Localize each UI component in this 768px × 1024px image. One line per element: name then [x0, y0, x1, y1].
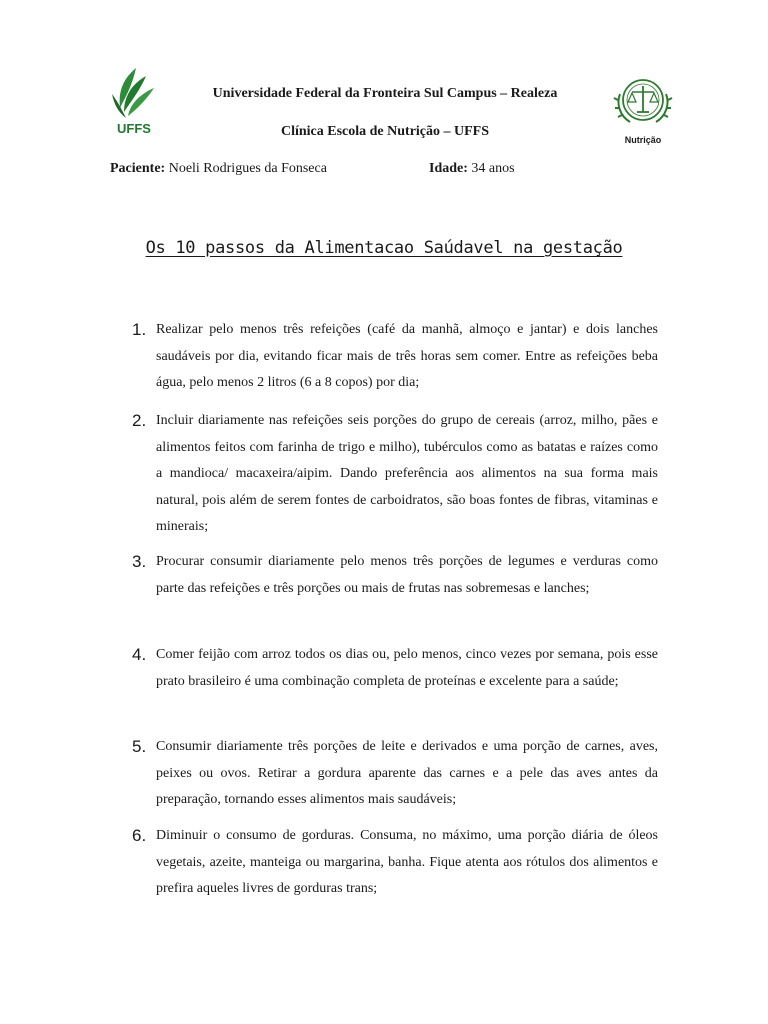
- step-text: Realizar pelo menos três refeições (café da manhã, almoço e jantar) e dois lanches saudáveis por dia, evitando ficar mais de três horas sem comer. Entre as refeições beba água, pelo menos 2 litros (6 a 8 copos) por dia;: [156, 322, 658, 390]
- step-number: 4.: [132, 645, 147, 664]
- step-text: Incluir diariamente nas refeições seis porções do grupo de cereais (arroz, milho, pães e alimentos feitos com farinha de trigo e milho), tubérculos como as batatas e raízes como a mandioca/ macaxeira/aipim. Dando preferência aos alimentos na sua forma mais natural, pois além de serem fontes de carboidratos, são boas fontes de fibras, vitaminas e minerais;: [156, 413, 658, 534]
- list-item: [132, 320, 658, 397]
- nutricao-logo-text: Nutrição: [624, 135, 662, 145]
- list-item: [132, 737, 658, 814]
- document-title: Os 10 passos da Alimentacao Saúdavel na gestação: [145, 238, 623, 258]
- step-number: 5.: [132, 737, 147, 756]
- step-number: 2.: [132, 411, 147, 430]
- list-item: [132, 411, 658, 541]
- step-text: Procurar consumir diariamente pelo menos três porções de legumes e verduras como parte das refeições e três porções ou mais de frutas nas sobremesas e lanches;: [156, 554, 658, 596]
- patient-age: 34 anos: [471, 161, 515, 176]
- age-line: [429, 161, 515, 177]
- step-text: Consumir diariamente três porções de leite e derivados e uma porção de carnes, aves, peixes ou ovos. Retirar a gordura aparente das carnes e a pele das aves antes da preparação, tornando esses alimentos mais saudáveis;: [156, 739, 658, 807]
- patient-name: Noeli Rodrigues da Fonseca: [168, 161, 327, 176]
- list-item: [132, 645, 658, 695]
- patient-label: Paciente:: [110, 161, 166, 176]
- uffs-logo-text: UFFS: [117, 121, 151, 136]
- list-item: [132, 826, 658, 903]
- step-number: 6.: [132, 826, 147, 845]
- step-number: 1.: [132, 320, 147, 339]
- patient-line: [110, 161, 327, 177]
- list-item: [132, 552, 658, 602]
- university-title: Universidade Federal da Fronteira Sul Campus – Realeza: [212, 86, 558, 101]
- step-text: Comer feijão com arroz todos os dias ou, pelo menos, cinco vezes por semana, pois esse prato brasileiro é uma combinação completa de proteínas e excelente para a saúde;: [156, 647, 658, 689]
- step-text: Diminuir o consumo de gorduras. Consuma, no máximo, uma porção diária de óleos vegetais, azeite, manteiga ou margarina, banha. Fique atenta aos rótulos dos alimentos e prefira aqueles livres de gorduras trans;: [156, 828, 658, 896]
- step-number: 3.: [132, 552, 147, 571]
- clinic-title: Clínica Escola de Nutrição – UFFS: [280, 124, 490, 139]
- age-label: Idade:: [429, 161, 468, 176]
